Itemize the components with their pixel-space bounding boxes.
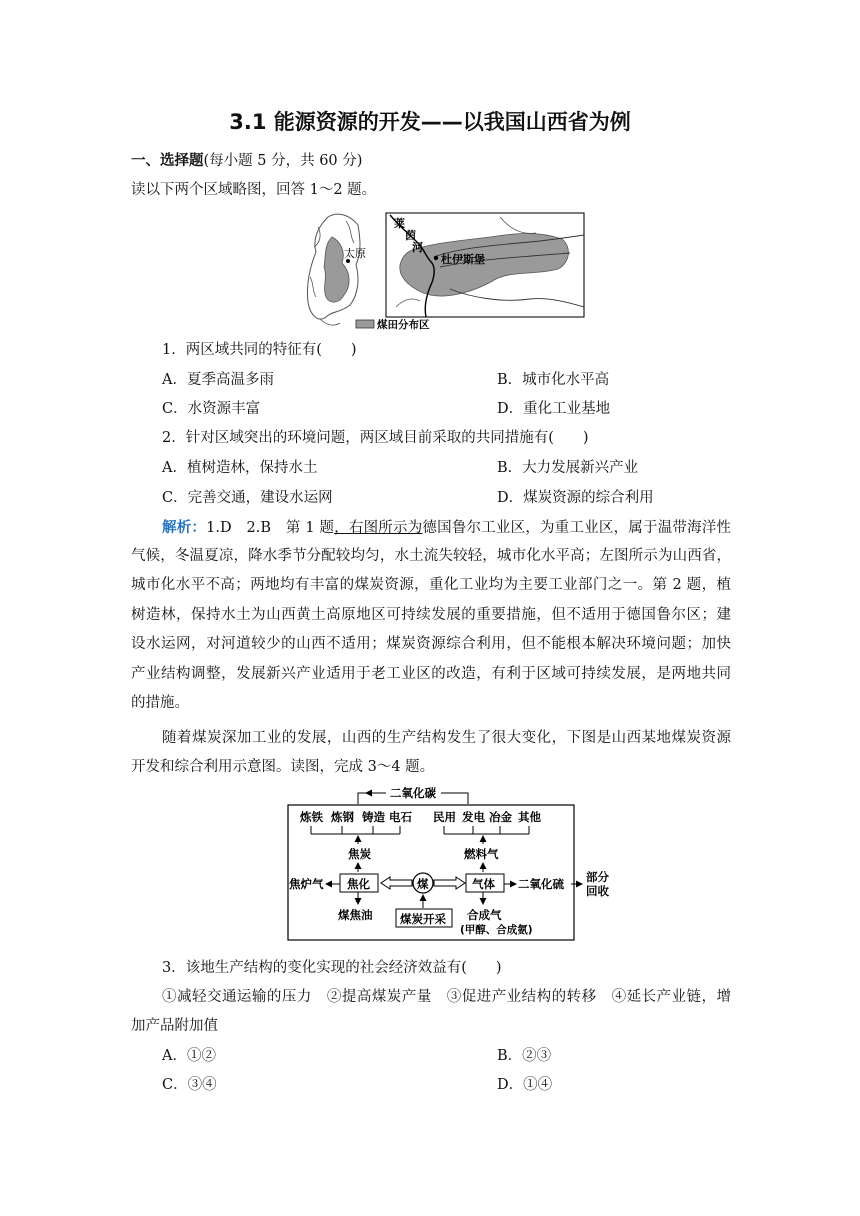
shanxi-map — [307, 214, 366, 325]
q3-items-line-1: ①减轻交通运输的压力 ②提高煤炭产量 ③促进产业结构的转移 ④延长产业链，增 — [162, 989, 731, 1005]
analysis-line-3: 城市化水平不高；两地均有丰富的煤炭资源，重化工业均为主要工业部门之一。第 2 题，植 — [131, 577, 731, 593]
diagram-gas: 气体 — [472, 877, 495, 891]
diagram-mining: 煤炭开采 — [400, 912, 446, 926]
q2-option-d: D．煤炭资源的综合利用 — [497, 490, 654, 506]
q1-option-b: B．城市化水平高 — [497, 372, 610, 388]
diagram-co2: 二氧化碳 — [390, 786, 436, 800]
analysis-line-6: 产业结构调整，发展新兴产业适用于老工业区的改造，有利于区域可持续发展，是两地共同 — [131, 666, 731, 682]
q3-stem: 3．该地生产结构的变化实现的社会经济效益有( ) — [162, 960, 502, 976]
section-heading-label: 一、选择题 — [131, 153, 204, 169]
ruhr-map — [386, 213, 584, 317]
diagram-syngas-note: (甲醇、合成氨) — [460, 924, 533, 936]
q3-option-b: B．②③ — [497, 1048, 552, 1064]
top-right-3: 冶金 — [489, 810, 512, 824]
q1-option-c: C．水资源丰富 — [162, 401, 261, 417]
legend-label: 煤田分布区 — [377, 319, 430, 331]
label-lai: 莱 — [394, 217, 405, 230]
q3-option-c: C．③④ — [162, 1077, 217, 1093]
diagram-coke-oven-gas: 焦炉气 — [289, 877, 324, 891]
diagram-partial: 部分 — [586, 870, 609, 884]
top-right-1: 民用 — [433, 810, 456, 824]
diagram-coke: 焦炭 — [348, 847, 371, 861]
analysis-label: 解析： — [162, 519, 207, 536]
top-left-1: 炼铁 — [300, 810, 323, 824]
analysis-answers: 1.D 2.B 第 1 题 — [206, 520, 335, 536]
intro2-line-2: 开发和综合利用示意图。读图，完成 3～4 题。 — [131, 759, 435, 775]
label-taiyuan: 太原 — [344, 247, 366, 260]
page-title: 3.1 能源资源的开发——以我国山西省为例 — [229, 110, 631, 134]
q3-items-line-2: 加产品附加值 — [131, 1018, 218, 1034]
map-legend — [356, 318, 430, 331]
q1-option-a: A．夏季高温多雨 — [162, 372, 274, 388]
analysis-text-1: 德国鲁尔工业区，为重工业区，属于温带海洋性 — [422, 520, 732, 536]
section-intro: 读以下两个区域略图，回答 1～2 题。 — [131, 182, 377, 198]
section-heading-note: (每小题 5 分，共 60 分) — [203, 153, 363, 169]
top-right-2: 发电 — [462, 810, 485, 824]
label-he: 河 — [412, 241, 423, 254]
diagram-syngas: 合成气 — [467, 908, 502, 922]
diagram-coking: 焦化 — [347, 877, 370, 891]
label-duisburg: 杜伊斯堡 — [441, 253, 485, 266]
region-maps-figure — [300, 207, 590, 335]
top-left-4: 电石 — [389, 810, 412, 824]
diagram-coal-tar: 煤焦油 — [338, 908, 373, 922]
top-left-2: 炼钢 — [331, 810, 354, 824]
diagram-recycle: 回收 — [586, 884, 609, 898]
analysis-line-5: 设水运网，对河道较少的山西不适用；煤炭资源综合利用，但不能根本解决环境问题；加快 — [131, 636, 731, 652]
diagram-fuel-gas: 燃料气 — [464, 847, 499, 861]
analysis-line-2: 气候，冬温夏凉，降水季节分配较均匀，水土流失较轻，城市化水平高；左图所示为山西省， — [131, 548, 731, 564]
top-right-4: 其他 — [518, 810, 541, 824]
diagram-so2: 二氧化硫 — [518, 877, 564, 891]
q3-option-a: A．①② — [162, 1048, 216, 1064]
analysis-line-4: 树造林，保持水土为山西黄土高原地区可持续发展的重要措施，但不适用于德国鲁尔区；建 — [131, 607, 731, 623]
q2-option-b: B．大力发展新兴产业 — [497, 460, 639, 476]
section-heading — [131, 151, 362, 171]
label-yin: 茵 — [405, 229, 416, 242]
q1-stem: 1．两区域共同的特征有( ) — [162, 342, 357, 358]
top-left-group — [299, 810, 412, 834]
q3-option-d: D．①④ — [497, 1077, 553, 1093]
intro2-line-1: 随着煤炭深加工业的发展，山西的生产结构发生了很大变化，下图是山西某地煤炭资源 — [162, 730, 731, 746]
q2-option-a: A．植树造林，保持水土 — [162, 460, 318, 476]
analysis-underlined: ，右图所示为 — [334, 520, 423, 536]
coal-utilization-diagram — [286, 782, 616, 944]
top-right-group — [433, 810, 541, 834]
q2-stem: 2．针对区域突出的环境问题，两区域目前采取的共同措施有( ) — [162, 430, 589, 446]
q1-option-d: D．重化工业基地 — [497, 401, 611, 417]
analysis-line-7: 的措施。 — [131, 695, 189, 711]
diagram-coal: 煤 — [417, 877, 429, 891]
top-left-3: 铸造 — [362, 810, 385, 824]
q2-option-c: C．完善交通，建设水运网 — [162, 490, 333, 506]
analysis-line-1 — [162, 513, 731, 544]
